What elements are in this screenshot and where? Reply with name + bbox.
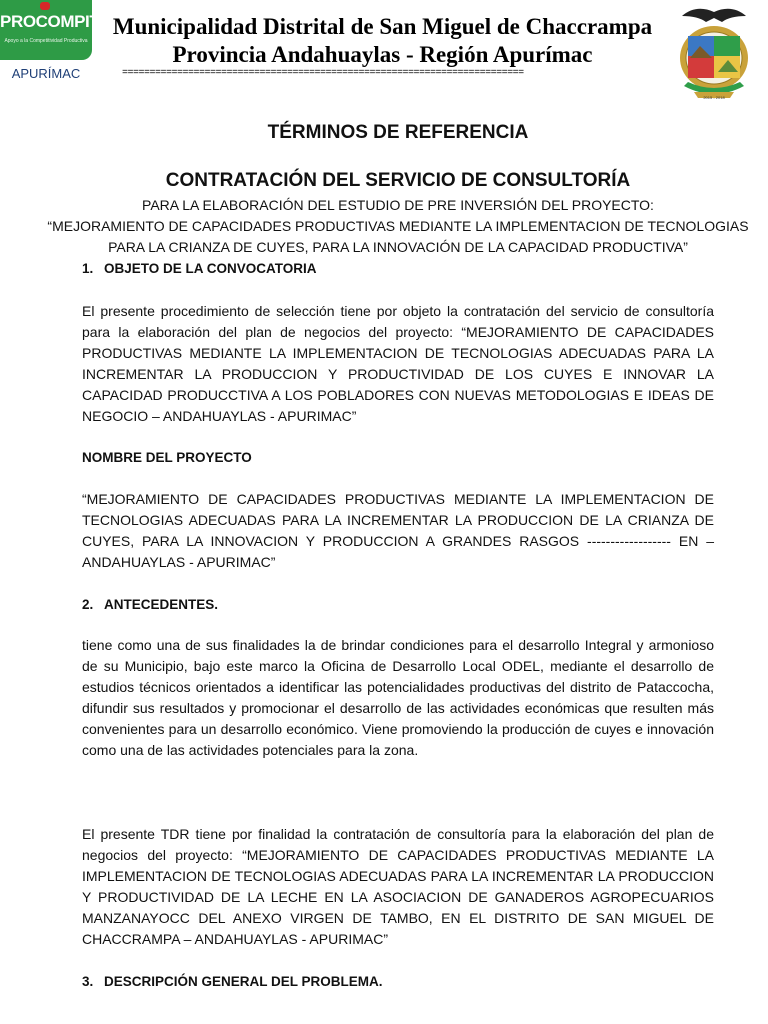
- intro-line: “MEJORAMIENTO DE CAPACIDADES PRODUCTIVAS MEDIANTE LA IMPLEMENTACION DE TECNOLOGIAS: [47, 218, 749, 234]
- section-number: 2.: [82, 597, 94, 612]
- section-heading: [82, 597, 218, 612]
- document-title: TÉRMINOS DE REFERENCIA: [267, 122, 529, 143]
- section-title: OBJETO DE LA CONVOCATORIA: [104, 261, 317, 276]
- section-title: DESCRIPCIÓN GENERAL DEL PROBLEMA.: [104, 974, 383, 989]
- section-number: 3.: [82, 974, 94, 989]
- section-heading: [82, 974, 383, 989]
- header-municipality: Municipalidad Distrital de San Miguel de Chaccrampa: [112, 14, 653, 39]
- section-title: ANTECEDENTES.: [104, 597, 219, 612]
- logo-subtitle: Apoyo a la Competitividad Productiva: [4, 38, 88, 44]
- intro-line: PARA LA CRIANZA DE CUYES, PARA LA INNOVACIÓN DE LA CAPACIDAD PRODUCTIVA”: [108, 239, 688, 255]
- procompite-logo: [0, 0, 111, 92]
- logo-title: PROCOMPITE: [0, 12, 111, 31]
- document-subtitle: CONTRATACIÓN DEL SERVICIO DE CONSULTORÍA: [165, 170, 631, 191]
- header-rule: =========================================================================: [122, 68, 524, 79]
- crest-icon: [664, 2, 764, 102]
- paragraph: El presente procedimiento de selección tiene por objeto la contratación del servicio de consultoría para la elaboración del plan de negocios del proyecto: “MEJORAMIENTO DE CAPACIDADES PRODUCTIVAS MEDIANTE LA IMPLEMENTACION DE TECNOLOGIAS ADECUADAS PARA LA INCREMENTAR LA PRODUCCION Y PRODUCTIVIDAD DE LOS CUYES E INNOVAR LA CAPACIDAD PRODUCCTIVA A LOS POBLADORES CON NUEVAS METODOLOGIAS E IDEAS DE NEGOCIO – ANDAHUAYLAS - APURIMAC”: [82, 303, 714, 424]
- paragraph: El presente TDR tiene por finalidad la contratación de consultoría para la elaboración del plan de negocios del proyecto: “MEJORAMIENTO DE CAPACIDADES PRODUCTIVAS MEDIANTE LA IMPLEMENTACION DE TECNOLOGIAS ADECUADAS PARA LA INCREMENTAR LA PRODUCCION Y PRODUCTIVIDAD DE LA LECHE EN LA ASOCIACION DE GANADEROS AGROPECUARIOS MANZANAYOCC DEL ANEXO VIRGEN DE TAMBO, EN EL DISTRITO DE SAN MIGUEL DE CHACCRAMPA – ANDAHUAYLAS - APURIMAC”: [82, 826, 714, 947]
- shield-icon: [40, 2, 50, 10]
- section-number: 1.: [82, 261, 94, 276]
- intro-line: PARA LA ELABORACIÓN DEL ESTUDIO DE PRE INVERSIÓN DEL PROYECTO:: [142, 197, 654, 213]
- paragraph: tiene como una de sus finalidades la de brindar condiciones para el desarrollo Integral y armonioso de su Municipio, bajo este marco la Oficina de Desarrollo Local ODEL, mediante el desarrollo de estudios técnicos orientados a identificar las potencialidades productivas del distrito de Pataccocha, difundir sus resultados y promocionar el desarrollo de las actividades económicas que resulten más convenientes para un desarrollo económico. Viene promoviendo la producción de cuyes e innovación como una de las actividades potenciales para la zona.: [82, 637, 714, 758]
- paragraph: “MEJORAMIENTO DE CAPACIDADES PRODUCTIVAS MEDIANTE LA IMPLEMENTACION DE TECNOLOGIAS ADECUADAS PARA LA INCREMENTAR LA PRODUCCION DE LA CRIANZA DE CUYES, PARA LA INNOVACION Y PRODUCCION A GRANDES RASGOS ------------------ EN – ANDAHUAYLAS - APURIMAC”: [82, 491, 714, 570]
- section-heading: [82, 261, 317, 276]
- project-name-heading: NOMBRE DEL PROYECTO: [82, 450, 252, 465]
- municipal-crest: [664, 2, 764, 102]
- crest-years: 2015 - 2018: [703, 95, 725, 100]
- logo-region: APURÍMAC: [11, 66, 81, 81]
- header-province: Provincia Andahuaylas - Región Apurímac: [172, 42, 593, 67]
